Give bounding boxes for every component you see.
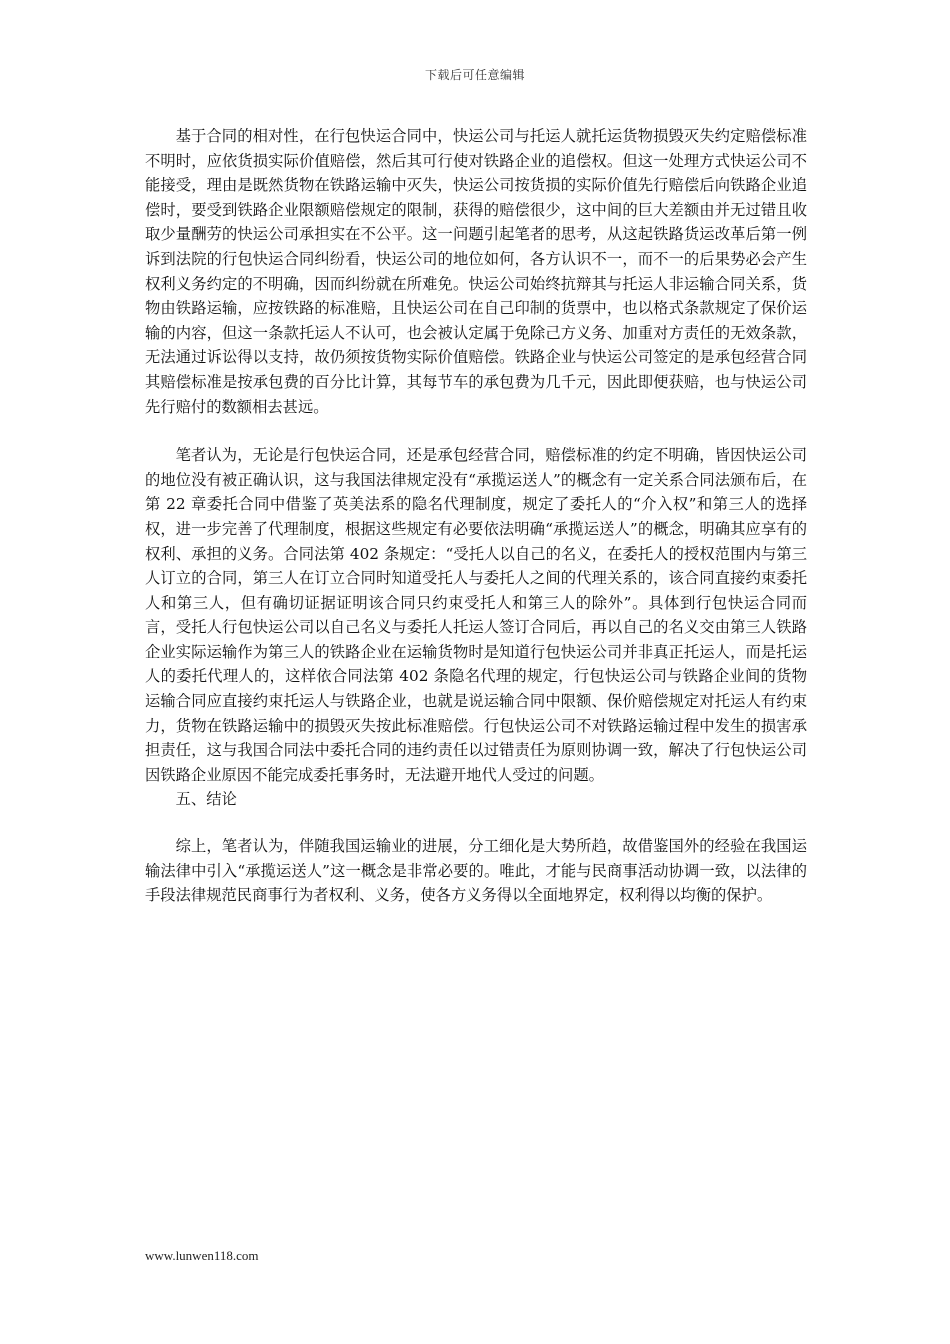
paragraph-conclusion: 综上，笔者认为，伴随我国运输业的进展，分工细化是大势所趋，故借鉴国外的经验在我国运输法律中引入“承揽运送人”这一概念是非常必要的。唯此，才能与民商事活动协调一致，以法律的手段法律规范民商事行为者权利、义务，使各方义务得以全面地界定，权利得以均衡的保护。 bbox=[145, 837, 807, 905]
header-note: 下载后可任意编辑 bbox=[424, 68, 525, 82]
paragraph-author-view: 笔者认为，无论是行包快运合同，还是承包经营合同，赔偿标准的约定不明确，皆因快运公司的地位没有被正确认识，这与我国法律规定没有“承揽运送人”的概念有一定关系合同法颁布后，在第 22 章委托合同中借鉴了英美法系的隐名代理制度，规定了委托人的“介入权”和第三人的选择权，进一步完善了代理制度，根据这些规定有必要依法明确“承揽运送人”的概念，明确其应享有的权利、承担的义务。合同法第 402 条规定：“受托人以自己的名义，在委托人的授权范围内与第三人订立的合同，第三人在订立合同时知道受托人与委托人之间的代理关系的，该合同直接约束委托人和第三人，但有确切证据证明该合同只约束受托人和第三人的除外”。具体到行包快运合同而言，受托人行包快运公司以自己名义与委托人托运人签订合同后，再以自己的名义交由第三人铁路企业实际运输作为第三人的铁路企业在运输货物时是知道行包快运公司并非真正托运人，而是托运人的委托代理人的，这样依合同法第 402 条隐名代理的规定，行包快运公司与铁路企业间的货物运输合同应直接约束托运人与铁路企业，也就是说运输合同中限额、保价赔偿规定对托运人有约束力，货物在铁路运输中的损毁灭失按此标准赔偿。行包快运公司不对铁路运输过程中发生的损害承担责任，这与我国合同法中委托合同的违约责任以过错责任为原则协调一致，解决了行包快运公司因铁路企业原因不能完成委托事务时，无法避开地代人受过的问题。 bbox=[145, 446, 807, 784]
document-body bbox=[145, 124, 807, 908]
section-heading: 五、结论 bbox=[175, 790, 237, 809]
footer-url: www.lunwen118.com bbox=[145, 1248, 259, 1263]
paragraph-liability: 基于合同的相对性，在行包快运合同中，快运公司与托运人就托运货物损毁灭失约定赔偿标准不明时，应依货损实际价值赔偿，然后其可行使对铁路企业的追偿权。但这一处理方式快运公司不能接受，理由是既然货物在铁路运输中灭失，快运公司按货损的实际价值先行赔偿后向铁路企业追偿时，要受到铁路企业限额赔偿规定的限制，获得的赔偿很少，这中间的巨大差额由并无过错且收取少量酬劳的快运公司承担实在不公平。这一问题引起笔者的思考，从这起铁路货运改革后第一例诉到法院的行包快运合同纠纷看，快运公司的地位如何，各方认识不一，而不一的后果势必会产生权利义务约定的不明确，因而纠纷就在所难免。快运公司始终抗辩其与托运人非运输合同关系，货物由铁路运输，应按铁路的标准赔，且快运公司在自己印制的货票中，也以格式条款规定了保价运输的内容，但这一条款托运人不认可，也会被认定属于免除己方义务、加重对方责任的无效条款，无法通过诉讼得以支持，故仍须按货物实际价值赔偿。铁路企业与快运公司签定的是承包经营合同其赔偿标准是按承包费的百分比计算，其每节车的承包费为几千元，因此即便获赔，也与快运公司先行赔付的数额相去甚远。 bbox=[145, 127, 807, 416]
